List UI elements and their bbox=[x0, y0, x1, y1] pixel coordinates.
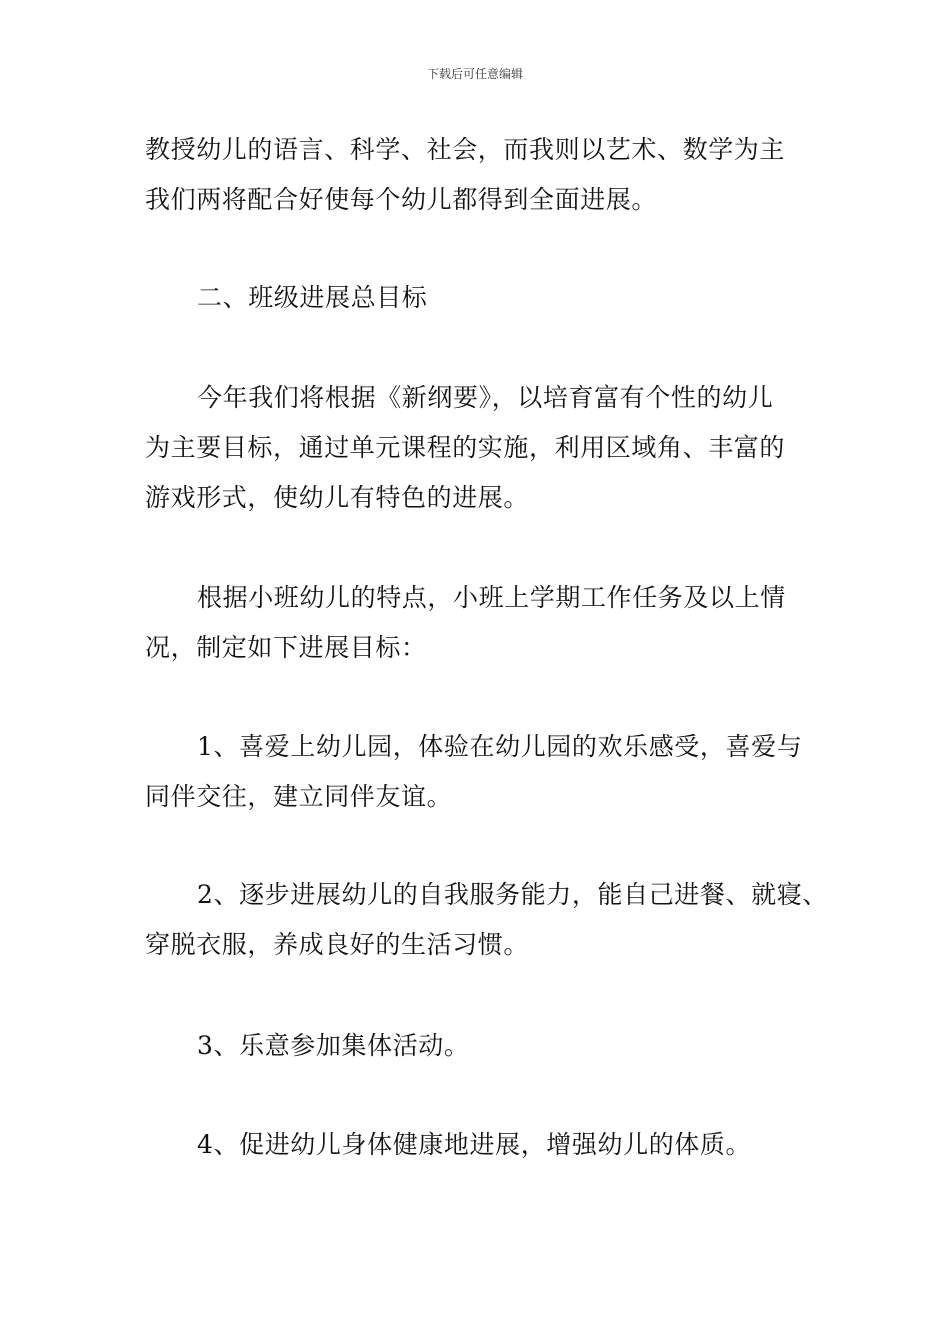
paragraph-continuation bbox=[145, 125, 810, 225]
section-heading bbox=[145, 273, 810, 323]
paragraph-goal-intro bbox=[145, 573, 810, 673]
text-line: 况，制定如下进展目标： bbox=[145, 633, 427, 662]
text-line: 4、促进幼儿身体健康地进展，增强幼儿的体质。 bbox=[197, 1130, 752, 1159]
text-line: 根据小班幼儿的特点，小班上学期工作任务及以上情 bbox=[197, 583, 786, 612]
text-line: 教授幼儿的语言、科学、社会，而我则以艺术、数学为主 bbox=[145, 135, 786, 164]
text-line: 2、逐步进展幼儿的自我服务能力，能自己进餐、就寝、 bbox=[197, 880, 828, 909]
text-line: 我们两将配合好使每个幼儿都得到全面进展。 bbox=[145, 185, 658, 214]
text-line: 今年我们将根据《新纲要》，以培育富有个性的幼儿 bbox=[197, 383, 774, 412]
text-line: 穿脱衣服，养成良好的生活习惯。 bbox=[145, 930, 530, 959]
text-line: 同伴交往，建立同伴友谊。 bbox=[145, 782, 453, 811]
paragraph-overall-goal bbox=[145, 373, 810, 523]
goal-item-4 bbox=[145, 1120, 810, 1170]
text-line: 为主要目标，通过单元课程的实施，利用区域角、丰富的 bbox=[145, 433, 786, 462]
goal-item-3 bbox=[145, 1021, 810, 1071]
goal-item-1 bbox=[145, 722, 810, 822]
heading-text: 二、班级进展总目标 bbox=[197, 283, 428, 312]
header-note: 下载后可任意编辑 bbox=[426, 67, 523, 81]
text-line: 3、乐意参加集体活动。 bbox=[197, 1031, 470, 1060]
goal-item-2 bbox=[145, 870, 828, 970]
text-line: 1、喜爱上幼儿园，体验在幼儿园的欢乐感受，喜爱与 bbox=[197, 732, 803, 761]
text-line: 游戏形式，使幼儿有特色的进展。 bbox=[145, 483, 530, 512]
